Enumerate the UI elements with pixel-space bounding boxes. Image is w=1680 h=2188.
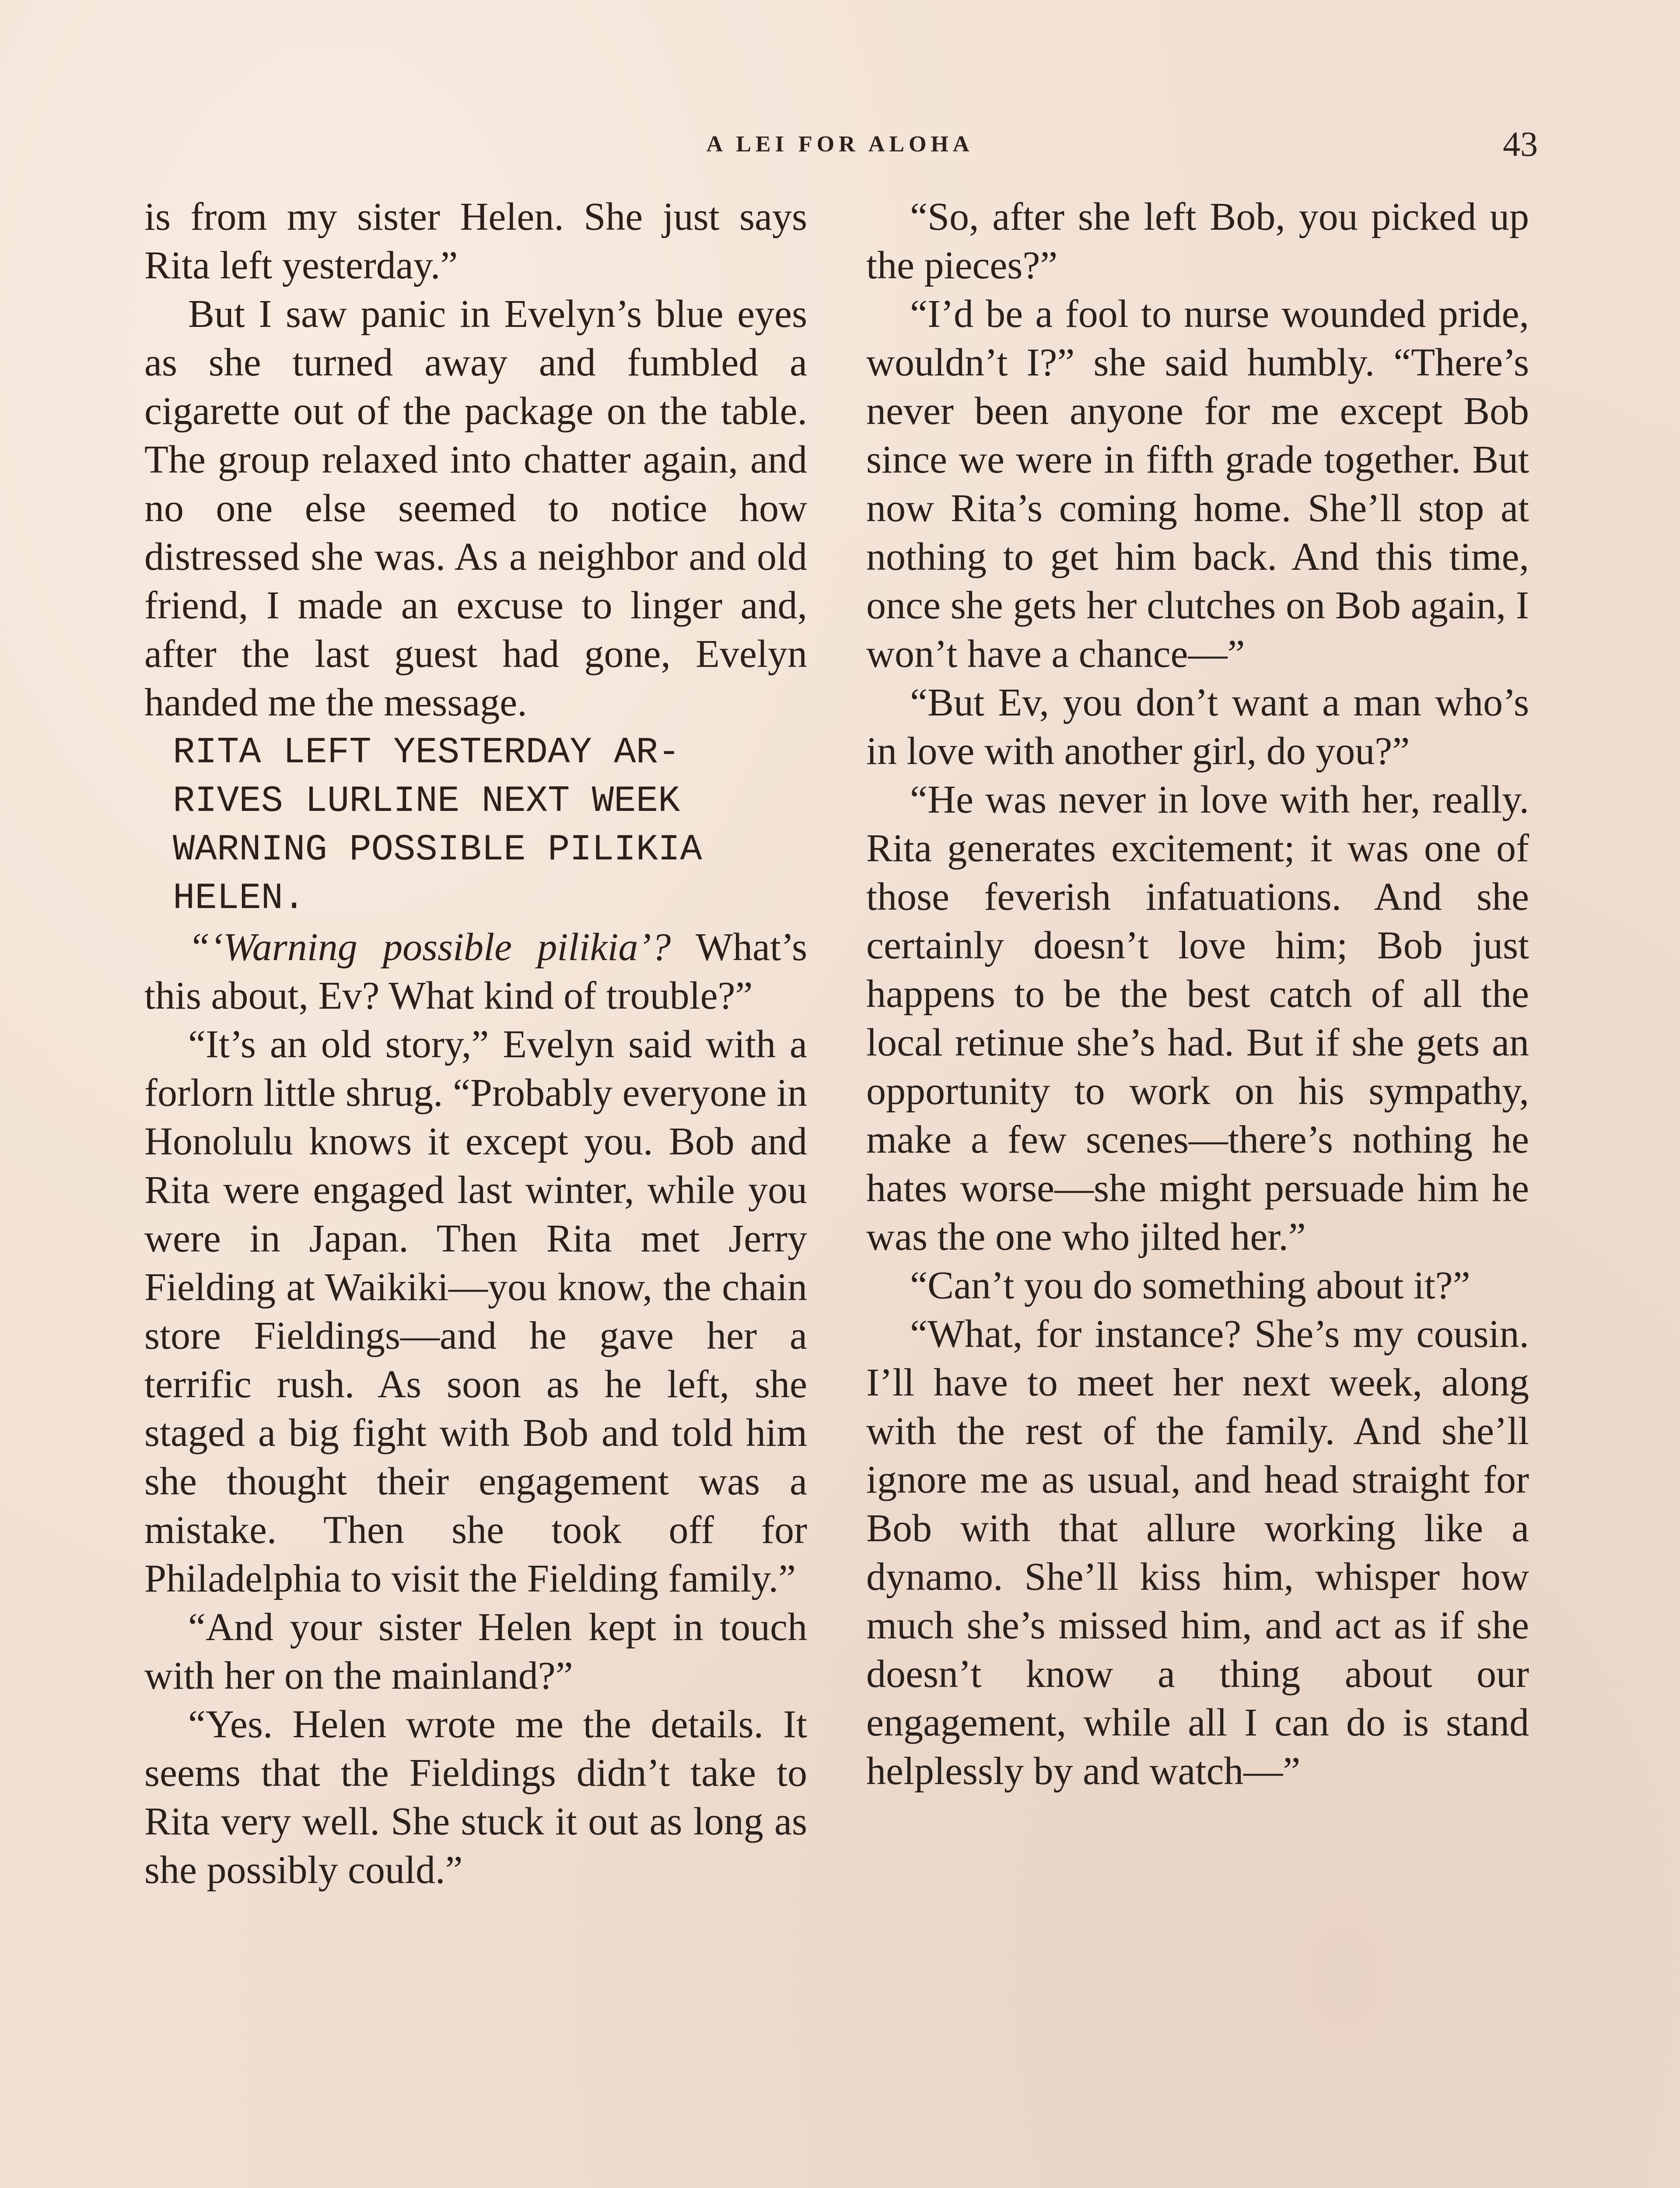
telegram-message bbox=[173, 729, 807, 923]
paragraph: “Yes. Helen wrote me the details. It seems that the Fieldings didn’t take to Rita very well. She stuck it out as long as she possibly could.” bbox=[144, 1703, 807, 1892]
telegram-line: RITA LEFT YESTERDAY AR- bbox=[173, 732, 680, 774]
paragraph bbox=[144, 923, 807, 1020]
right-column bbox=[866, 193, 1529, 1795]
paragraph: “Can’t you do something about it?” bbox=[910, 1264, 1470, 1307]
paragraph: But I saw panic in Evelyn’s blue eyes as she turned away and fumbled a cigarette out of the package on the table. The group relaxed into chatter again, and no one else seemed to notice how distressed she was. As a neighbor and old friend, I made an excuse to linger and, after the last guest had gone, Evelyn handed me the message. bbox=[144, 292, 807, 724]
paragraph: “What, for instance? She’s my cousin. I’ll have to meet her next week, along with the rest of the family. And she’ll ignore me as usual, and head straight for Bob with that allure working like a dynamo. She’ll kiss him, whisper how much she’s missed him, and act as if she doesn’t know a thing about our engagement, while all I can do is stand helplessly by and watch—” bbox=[866, 1312, 1529, 1793]
telegram-line: HELEN. bbox=[173, 878, 305, 919]
running-title: A LEI FOR ALOHA bbox=[706, 132, 974, 157]
telegram-line: WARNING POSSIBLE PILIKIA bbox=[173, 829, 702, 871]
paragraph: is from my sister Helen. She just says Rita left yesterday.” bbox=[144, 195, 807, 287]
left-column bbox=[144, 193, 807, 1894]
paragraph: “It’s an old story,” Evelyn said with a forlorn little shrug. “Probably everyone in Honolulu knows it except you. Bob and Rita were engaged last winter, while you were in Japan. Then Rita met Jerry Fielding at Waikiki—you know, the chain store Fieldings—and he gave her a terrific rush. As soon as he left, she staged a big fight with Bob and told him she thought their engagement was a mistake. Then she took off for Philadelphia to visit the Fielding family.” bbox=[144, 1023, 807, 1600]
page-number: 43 bbox=[1503, 125, 1538, 164]
paragraph: “But Ev, you don’t want a man who’s in love with another girl, do you?” bbox=[866, 681, 1529, 773]
paragraph: “I’d be a fool to nurse wounded pride, wouldn’t I?” she said humbly. “There’s never been anyone for me except Bob since we were in fifth grade together. But now Rita’s coming home. She’ll stop at nothing to get him back. And this time, once she gets her clutches on Bob again, I won’t have a chance—” bbox=[866, 292, 1529, 676]
telegram-line: RIVES LURLINE NEXT WEEK bbox=[173, 781, 680, 822]
paragraph: “And your sister Helen kept in touch with her on the mainland?” bbox=[144, 1606, 807, 1697]
paragraph: “So, after she left Bob, you picked up the pieces?” bbox=[866, 195, 1529, 287]
paragraph-text: What’s this about, Ev? What kind of trouble?” bbox=[144, 926, 807, 1017]
italic-quote: “‘Warning possible pilikia’? bbox=[188, 926, 671, 969]
paragraph: “He was never in love with her, really. Rita generates excitement; it was one of those feverish infatuations. And she certainly doesn’t love him; Bob just happens to be the best catch of all the local retinue she’s had. But if she gets an opportunity to work on his sympathy, make a few scenes—there’s nothing he hates worse—she might persuade him he was the one who jilted her.” bbox=[866, 778, 1529, 1259]
